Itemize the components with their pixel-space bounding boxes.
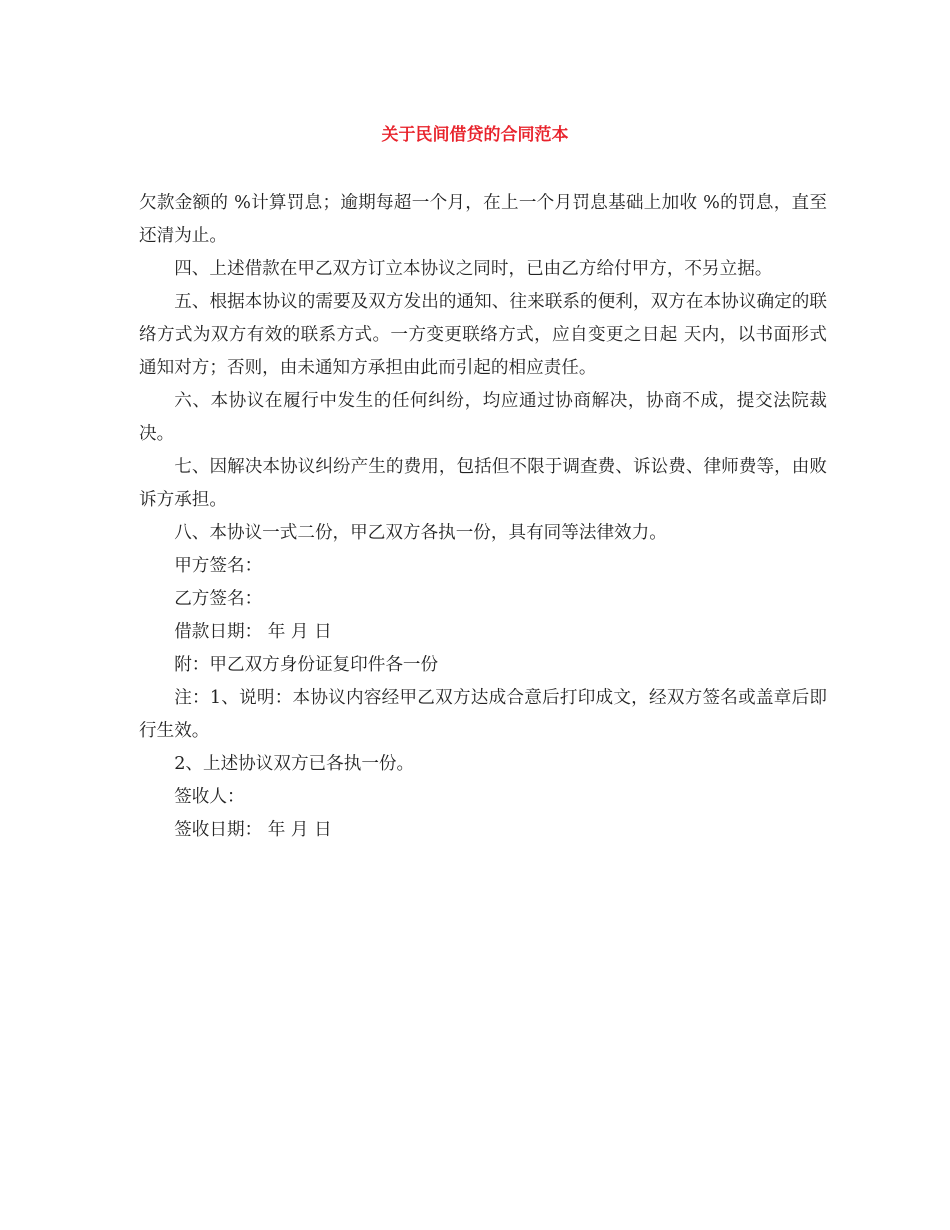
party-b-signature-line: 乙方签名： xyxy=(174,589,263,609)
note-1: 注：1、说明：本协议内容经甲乙双方达成合意后打印成文，经双方签名或盖章后即行生效。 xyxy=(139,688,827,741)
paragraph-clause-8: 八、本协议一式二份，甲乙双方各执一份，具有同等法律效力。 xyxy=(174,523,667,543)
paragraph-clause-7: 七、因解决本协议纠纷产生的费用，包括但不限于调查费、诉讼费、律师费等，由败诉方承担。 xyxy=(139,457,827,510)
note-2: 2、上述协议双方已各执一份。 xyxy=(174,754,415,774)
receipt-date-line: 签收日期： 年 月 日 xyxy=(174,820,332,840)
paragraph-clause-5: 五、根据本协议的需要及双方发出的通知、往来联系的便利，双方在本协议确定的联络方式为双方有效的联系方式。一方变更联络方式，应自变更之日起 天内，以书面形式通知对方；否则，由未通知方承担由此而引起的相应责任。 xyxy=(139,292,827,378)
document-title: 关于民间借贷的合同范本 xyxy=(381,125,569,145)
paragraph-clause-6: 六、本协议在履行中发生的任何纠纷，均应通过协商解决，协商不成，提交法院裁决。 xyxy=(139,391,827,444)
loan-date-line: 借款日期： 年 月 日 xyxy=(174,622,332,642)
paragraph-clause-4: 四、上述借款在甲乙双方订立本协议之同时，已由乙方给付甲方，不另立据。 xyxy=(174,259,773,279)
document-body xyxy=(139,187,827,847)
attachment-note: 附：甲乙双方身份证复印件各一份 xyxy=(174,655,439,675)
party-a-signature-line: 甲方签名： xyxy=(174,556,263,576)
paragraph-penalty-continuation: 欠款金额的 %计算罚息；逾期每超一个月，在上一个月罚息基础上加收 %的罚息，直至还清为止。 xyxy=(139,193,827,246)
recipient-line: 签收人： xyxy=(174,787,245,807)
